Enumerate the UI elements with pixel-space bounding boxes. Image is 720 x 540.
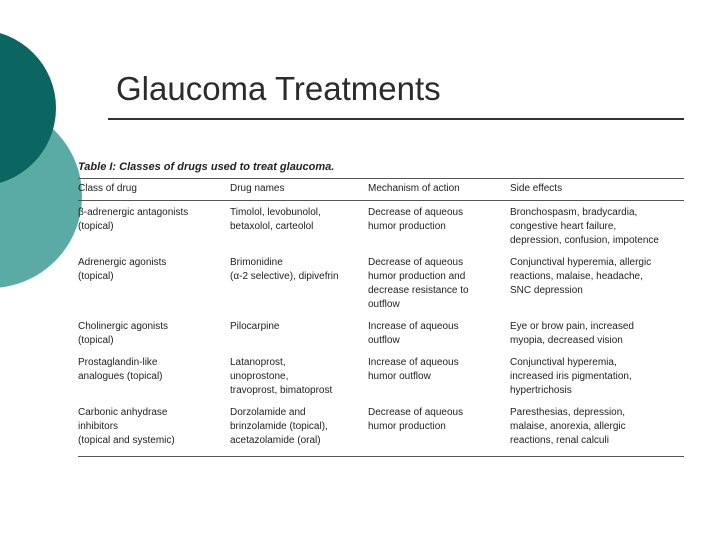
cell-drugs: Pilocarpine [230,321,280,332]
cell-class: Cholinergic agonists (topical) [78,321,169,346]
cell-class: β-adrenergic antagonists (topical) [78,207,189,232]
cell-mechanism: Increase of aqueous outflow [368,321,459,346]
table-row [78,201,684,252]
cell-side-effects: Bronchospasm, bradycardia, congestive heart failure, depression, confusion, impotence [510,207,659,246]
cell-drugs: Latanoprost, unoprostone, travoprost, bimatoprost [230,357,333,396]
header-class-of-drug: Class of drug [78,183,137,194]
cell-drugs: Brimonidine (α-2 selective), dipivefrin [230,257,339,282]
cell-drugs: Dorzolamide and brinzolamide (topical), acetazolamide (oral) [230,407,328,446]
cell-side-effects: Paresthesias, depression, malaise, anorexia, allergic reactions, renal calculi [510,407,626,446]
table-row [78,251,684,315]
table-row [78,351,684,401]
cell-mechanism: Increase of aqueous humor outflow [368,357,459,382]
title-underline [108,118,684,120]
cell-mechanism: Decrease of aqueous humor production [368,207,464,232]
table-row [78,315,684,351]
table-caption: Table I: Classes of drugs used to treat glaucoma. [78,161,335,173]
cell-drugs: Timolol, levobunolol, betaxolol, carteolol [230,207,321,232]
drug-table-figure [78,160,684,457]
cell-class: Carbonic anhydrase inhibitors (topical and systemic) [78,407,175,446]
cell-class: Adrenergic agonists (topical) [78,257,167,282]
header-mechanism: Mechanism of action [368,183,460,194]
table-header-row [78,179,684,201]
slide-title: Glaucoma Treatments [116,70,441,107]
cell-mechanism: Decrease of aqueous humor production and decrease resistance to outflow [368,257,469,310]
drug-table [78,178,684,457]
header-side-effects: Side effects [510,183,563,194]
cell-side-effects: Conjunctival hyperemia, allergic reactions, malaise, headache, SNC depression [510,257,652,296]
cell-side-effects: Eye or brow pain, increased myopia, decreased vision [510,321,634,346]
table-row [78,401,684,457]
header-drug-names: Drug names [230,183,285,194]
cell-class: Prostaglandin-like analogues (topical) [78,357,163,382]
cell-side-effects: Conjunctival hyperemia, increased iris pigmentation, hypertrichosis [510,357,632,396]
cell-mechanism: Decrease of aqueous humor production [368,407,464,432]
